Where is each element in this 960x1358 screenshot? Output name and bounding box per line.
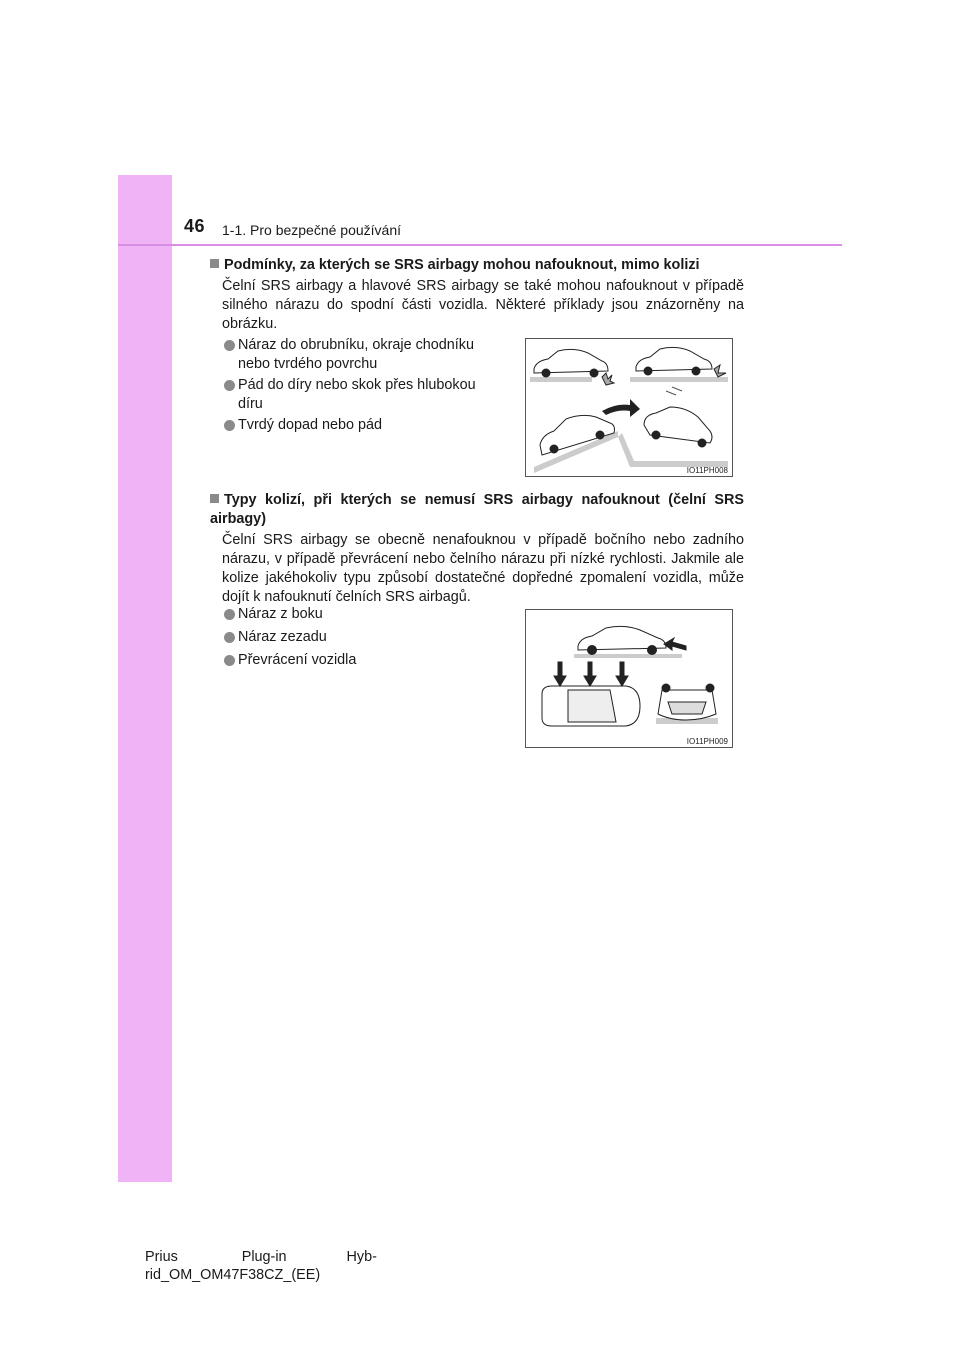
jump-arrow-icon bbox=[602, 399, 640, 417]
car-hard-surface-icon bbox=[630, 347, 728, 382]
car-rear-impact-icon bbox=[574, 626, 686, 658]
footer-line-1: Prius Plug-in Hyb- bbox=[145, 1249, 377, 1265]
section2-paragraph: Čelní SRS airbagy se obecně nenafouknou v případě bočního nebo zadního nárazu, v případě převrácení nebo čelního nárazu při nízké rychlosti. Jakmile ale kolize jakéhokoliv typu způsobí dostatečné dopředné zpomalení vozidla, může dojít k nafouknutí čelních SRS airbagů. bbox=[222, 532, 744, 605]
section2-bullet-1: Náraz z boku bbox=[224, 605, 494, 624]
square-bullet-icon bbox=[210, 259, 219, 268]
page-number: 46 bbox=[184, 216, 206, 236]
section1-bullet-2: Pád do díry nebo skok přes hlubokou díru bbox=[224, 376, 494, 414]
bullet-dot-icon bbox=[224, 340, 235, 351]
footer-line-2: rid_OM_OM47F38CZ_(EE) bbox=[145, 1267, 321, 1283]
figure-non-collision-impacts bbox=[525, 338, 733, 477]
bullet-dot-icon bbox=[224, 609, 235, 620]
section2-bullet-3: Převrácení vozidla bbox=[224, 651, 494, 670]
bullet-dot-icon bbox=[224, 632, 235, 643]
section1-heading: Podmínky, za kterých se SRS airbagy mohou nafouknout, mimo kolizi bbox=[210, 256, 750, 275]
car-rollover-icon bbox=[656, 684, 718, 724]
section1-bullet-3: Tvrdý dopad nebo pád bbox=[224, 416, 494, 435]
figure-code: IO11PH008 bbox=[686, 466, 728, 475]
car-drop-icon bbox=[618, 387, 728, 467]
square-bullet-icon bbox=[210, 494, 219, 503]
figure-non-deployment-collisions bbox=[525, 609, 733, 748]
bullet-dot-icon bbox=[224, 420, 235, 431]
section1-bullet-1: Náraz do obrubníku, okraje chodníku nebo tvrdého povrchu bbox=[224, 336, 494, 374]
header-rule bbox=[118, 244, 842, 246]
chapter-title: 1-1. Pro bezpečné používání bbox=[222, 222, 402, 238]
section2-bullet-2: Náraz zezadu bbox=[224, 628, 494, 647]
car-slope-icon bbox=[534, 415, 618, 473]
collision-types-illustration bbox=[526, 610, 732, 747]
car-side-impact-icon bbox=[542, 662, 640, 726]
section2-heading: Typy kolizí, při kterých se nemusí SRS airbagy nafouknout (čelní SRS airbagy) bbox=[210, 492, 744, 527]
car-curb-icon bbox=[530, 349, 614, 385]
car-impact-illustration bbox=[526, 339, 732, 476]
bullet-dot-icon bbox=[224, 380, 235, 391]
figure-code: IO11PH009 bbox=[686, 737, 728, 746]
chapter-sidebar-tab bbox=[118, 175, 172, 1182]
section1-paragraph: Čelní SRS airbagy a hlavové SRS airbagy se také mohou nafouknout v případě silného nárazu do spodní části vozidla. Některé příklady jsou znázorněny na obrázku. bbox=[222, 278, 744, 332]
bullet-dot-icon bbox=[224, 655, 235, 666]
